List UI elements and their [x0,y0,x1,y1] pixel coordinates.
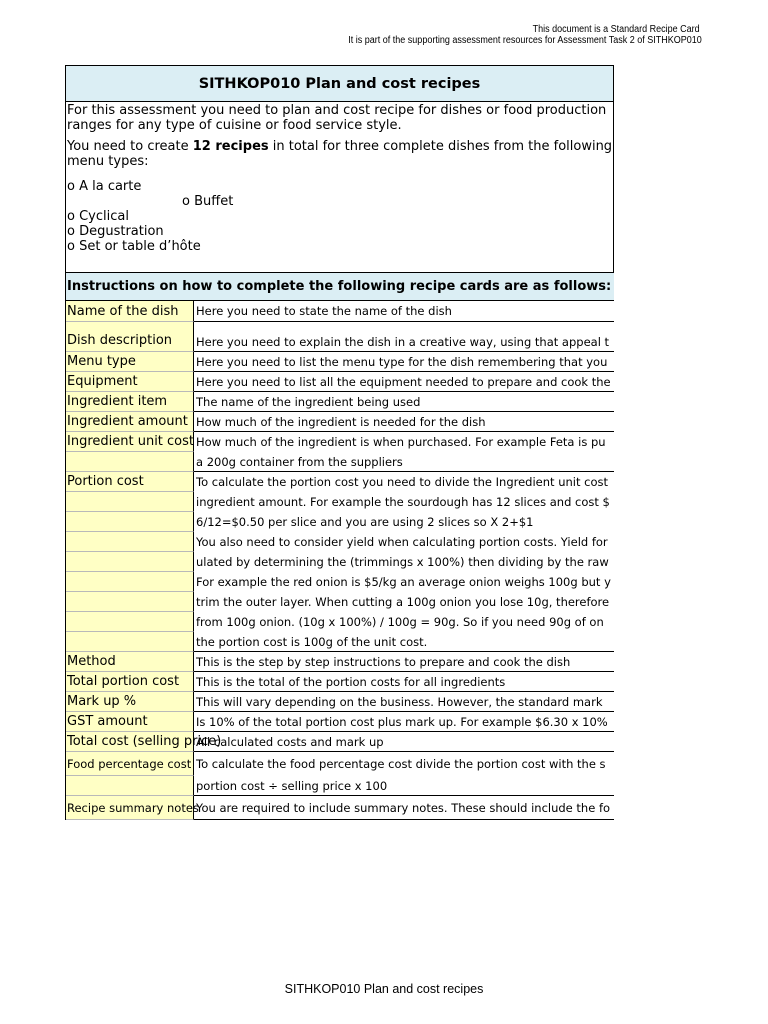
row-label [66,492,194,512]
row-label: Dish description [66,322,194,352]
row-label: Portion cost [66,472,194,492]
row-label: Recipe summary notes [66,796,194,820]
instruction-row [66,552,614,572]
instruction-row [66,512,614,532]
instruction-row [66,492,614,512]
row-description: To calculate the portion cost you need to divide the Ingredient unit cost [196,475,608,489]
row-label: Menu type [66,352,194,372]
row-label: Equipment [66,372,194,392]
row-description: You also need to consider yield when calculating portion costs. Yield for [196,535,608,549]
row-description: from 100g onion. (10g x 100%) / 100g = 90g. So if you need 90g of on [196,615,604,629]
row-description: To calculate the food percentage cost divide the portion cost with the s [196,757,606,771]
row-label: Ingredient unit cost [66,432,194,452]
row-label [66,612,194,632]
instruction-row [66,712,614,732]
row-description: How much of the ingredient is needed for the dish [194,412,614,432]
row-description: This is the total of the portion costs for all ingredients [194,672,614,692]
row-label: Ingredient amount [66,412,194,432]
instruction-row [66,572,614,592]
instruction-row [66,472,614,492]
row-description: portion cost ÷ selling price x 100 [194,776,614,796]
menu-type-item: o Buffet [182,194,234,209]
header-note-line1: This document is a Standard Recipe Card [532,24,700,35]
row-description: All calculated costs and mark up [194,732,614,752]
row-label: Method [66,652,194,672]
row-description: Here you need to list all the equipment needed to prepare and cook the [194,372,614,392]
instruction-row [66,392,614,412]
row-description: For example the red onion is $5/kg an average onion weighs 100g but y [196,575,611,589]
header-note-line2: It is part of the supporting assessment resources for Assessment Task 2 of SITHKOP010 [348,35,702,46]
row-description: How much of the ingredient is when purchased. For example Feta is pu [196,435,606,449]
row-label [66,592,194,612]
menu-type-list [67,179,613,254]
recipes-requirement [67,139,613,169]
sheet-title: SITHKOP010 Plan and cost recipes [66,66,614,102]
instruction-row [66,692,614,712]
instruction-row [66,672,614,692]
row-label [66,512,194,532]
instruction-row [66,352,614,372]
row-description: This will vary depending on the business. However, the standard mark [194,692,614,712]
instruction-row [66,372,614,392]
row-description: 6/12=$0.50 per slice and you are using 2 slices so X 2+$1 [196,515,534,529]
instructions-heading: Instructions on how to complete the following recipe cards are as follows: [66,272,614,301]
row-label: GST amount [66,712,194,732]
row-description: Here you need to state the name of the dish [194,301,614,322]
row-label [66,632,194,652]
row-description: This is the step by step instructions to prepare and cook the dish [194,652,614,672]
instruction-row [66,452,614,472]
row-description: Is 10% of the total portion cost plus mark up. For example $6.30 x 10% [194,712,614,732]
row-description: trim the outer layer. When cutting a 100g onion you lose 10g, therefore [196,595,610,609]
instruction-row [66,301,614,322]
instruction-row [66,432,614,452]
intro-paragraph: For this assessment you need to plan and cost recipe for dishes or food production ranges for any type of cuisine or food service style. [67,103,607,133]
instruction-row [66,412,614,432]
intro-section [66,102,614,272]
menu-type-item: o Set or table d’hôte [67,239,201,254]
row-label [66,776,194,796]
recipe-card-sheet [65,65,614,820]
row-label: Mark up % [66,692,194,712]
requirement-text-before: You need to create [67,139,193,154]
instruction-table [66,301,614,820]
page-footer: SITHKOP010 Plan and cost recipes [284,982,484,996]
row-label: Total cost (selling price) [66,732,194,752]
instruction-row [66,612,614,632]
instruction-row [66,752,614,776]
instruction-row [66,322,614,352]
instruction-row [66,776,614,796]
menu-type-item: o A la carte [67,179,142,194]
row-description: Here you need to list the menu type for the dish remembering that you [194,352,614,372]
requirement-text-after: in total for three complete dishes from the following menu types: [67,139,613,169]
row-label: Total portion cost [66,672,194,692]
instruction-row [66,592,614,612]
row-description: You are required to include summary notes. These should include the fo [194,796,614,820]
instruction-row [66,532,614,552]
menu-type-item: o Cyclical [67,209,129,224]
row-label [66,532,194,552]
row-description: a 200g container from the suppliers [194,452,614,472]
instruction-row [66,732,614,752]
row-description: the portion cost is 100g of the unit cost. [194,632,614,652]
menu-type-item: o Degustration [67,224,164,239]
row-label [66,552,194,572]
row-description: ulated by determining the (trimmings x 100%) then dividing by the raw [196,555,609,569]
row-description: The name of the ingredient being used [194,392,614,412]
row-label: Ingredient item [66,392,194,412]
recipe-count: 12 recipes [192,139,269,154]
instruction-row [66,796,614,820]
instruction-row [66,652,614,672]
row-label [66,572,194,592]
row-label: Name of the dish [66,301,194,322]
row-description: ingredient amount. For example the sourdough has 12 slices and cost $ [196,495,610,509]
instruction-row [66,632,614,652]
row-description: Here you need to explain the dish in a creative way, using that appeal t [194,322,614,352]
row-label [66,452,194,472]
row-label: Food percentage cost [66,752,194,776]
